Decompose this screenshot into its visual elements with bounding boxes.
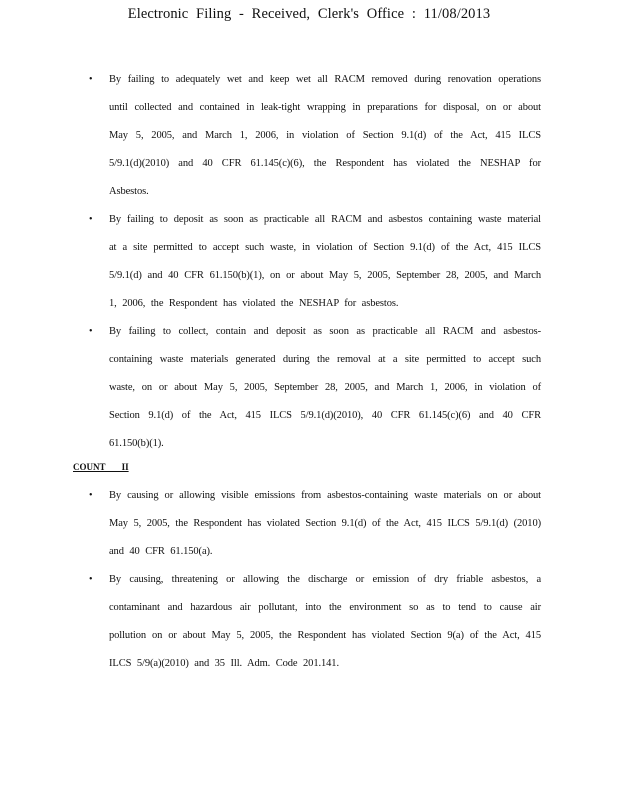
- violation-paragraph: By failing to adequately wet and keep wet all RACM removed during renovation operations until collected and contained in leak-tight wrapping in preparations for disposal, on or about May 5, 2005, and March 1, 2006, in violation of Section 9.1(d) of the Act, 415 ILCS 5/9.1(d)(2010) and 40 CFR 61.145(c)(6), the Respondent has violated the NESHAP for Asbestos.: [109, 74, 541, 197]
- filing-stamp-header: Electronic Filing - Received, Clerk's Office : 11/08/2013: [127, 6, 491, 22]
- bullet-icon: •: [89, 490, 93, 501]
- bullet-icon: •: [89, 214, 93, 225]
- count-heading: COUNT II: [73, 462, 129, 472]
- bullet-icon: •: [89, 74, 93, 85]
- count-2-violation-list: [0, 482, 618, 678]
- bullet-icon: •: [89, 574, 93, 585]
- list-item: [0, 566, 618, 678]
- count-1-violation-list: [0, 66, 618, 458]
- list-item: [0, 66, 618, 206]
- violation-paragraph: By causing or allowing visible emissions from asbestos-containing waste materials on or about May 5, 2005, the Respondent has violated Section 9.1(d) of the Act, 415 ILCS 5/9.1(d) (2010) and 40 CFR 61.150(a).: [109, 490, 541, 557]
- list-item: [0, 482, 618, 566]
- list-item: [0, 206, 618, 318]
- violation-paragraph: By failing to deposit as soon as practicable all RACM and asbestos containing waste material at a site permitted to accept such waste, in violation of Section 9.1(d) of the Act, 415 ILCS 5/9.1(d) and 40 CFR 61.150(b)(1), on or about May 5, 2005, September 28, 2005, and March 1, 2006, the Respondent has violated the NESHAP for asbestos.: [109, 214, 541, 309]
- violation-paragraph: By causing, threatening or allowing the discharge or emission of dry friable asbestos, a contaminant and hazardous air pollutant, into the environment so as to tend to cause air pollution on or about May 5, 2005, the Respondent has violated Section 9(a) of the Act, 415 ILCS 5/9(a)(2010) and 35 Ill. Adm. Code 201.141.: [109, 574, 541, 669]
- list-item: [0, 318, 618, 458]
- bullet-icon: •: [89, 326, 93, 337]
- violation-paragraph: By failing to collect, contain and deposit as soon as practicable all RACM and asbestos-containing waste materials generated during the removal at a site permitted to accept such waste, on or about May 5, 2005, September 28, 2005, and March 1, 2006, in violation of Section 9.1(d) of the Act, 415 ILCS 5/9.1(d)(2010), 40 CFR 61.145(c)(6) and 40 CFR 61.150(b)(1).: [109, 326, 541, 449]
